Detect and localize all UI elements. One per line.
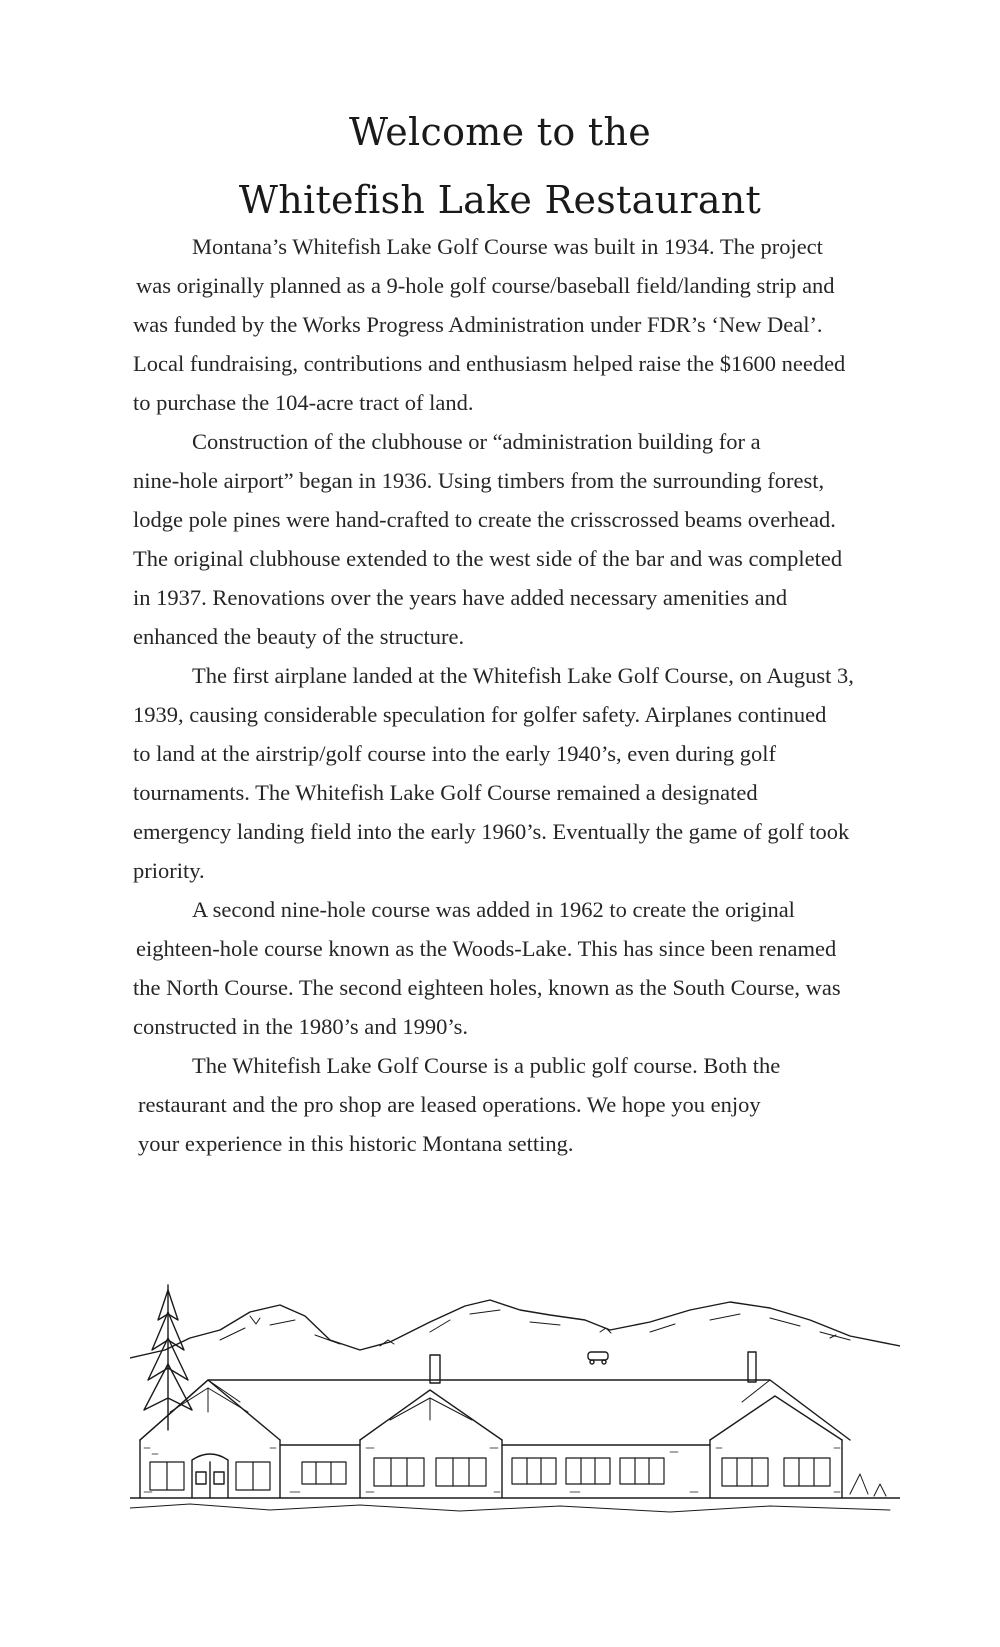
paragraph-4-line: eighteen-hole course known as the Woods-Lake. This has since been renamed <box>136 936 837 961</box>
paragraph-3-line: emergency landing field into the early 1960’s. Eventually the game of golf took <box>133 819 850 844</box>
paragraph-1-line: Montana’s Whitefish Lake Golf Course was built in 1934. The project <box>192 234 823 259</box>
paragraph-1-line: to purchase the 104-acre tract of land. <box>133 390 474 415</box>
right-gable <box>710 1396 842 1440</box>
paragraph-1-line: Local fundraising, contributions and enthusiasm helped raise the $1600 needed <box>133 351 846 376</box>
paragraph-3-line: The first airplane landed at the Whitefish Lake Golf Course, on August 3, <box>192 663 854 688</box>
paragraph-2-line: lodge pole pines were hand-crafted to create the crisscrossed beams overhead. <box>133 507 836 532</box>
paragraph-3-line: priority. <box>133 858 205 883</box>
pine-tree-icon <box>144 1285 192 1430</box>
paragraph-5-line: restaurant and the pro shop are leased operations. We hope you enjoy <box>138 1092 761 1117</box>
mountain-snow-lines <box>220 1310 850 1344</box>
chimney <box>430 1355 440 1383</box>
window <box>150 1458 830 1490</box>
paragraph-1-line: was originally planned as a 9-hole golf course/baseball field/landing strip and <box>136 273 835 298</box>
paragraph-5-line: your experience in this historic Montana setting. <box>138 1131 574 1156</box>
paragraph-2-line: Construction of the clubhouse or “administration building for a <box>192 429 761 454</box>
paragraph-4-line: the North Course. The second eighteen holes, known as the South Course, was <box>133 975 841 1000</box>
snow-ground <box>130 1504 890 1512</box>
chimney <box>748 1352 756 1382</box>
entrance-door <box>192 1454 228 1498</box>
clubhouse-sketch <box>130 1280 900 1525</box>
paragraph-1-line: was funded by the Works Progress Administration under FDR’s ‘New Deal’. <box>133 312 823 337</box>
paragraph-4-line: A second nine-hole course was added in 1962 to create the original <box>192 897 795 922</box>
mountain-ridge <box>130 1300 900 1358</box>
page-title-line-2: Whitefish Lake Restaurant <box>238 178 762 222</box>
paragraph-3-line: to land at the airstrip/golf course into the early 1940’s, even during golf <box>133 741 776 766</box>
mountain-shading <box>250 1316 836 1346</box>
car-icon <box>588 1352 608 1360</box>
paragraph-3-line: 1939, causing considerable speculation for golfer safety. Airplanes continued <box>133 702 827 727</box>
clubhouse-roof <box>140 1380 850 1440</box>
paragraph-2-line: enhanced the beauty of the structure. <box>133 624 465 649</box>
paragraph-5-line: The Whitefish Lake Golf Course is a public golf course. Both the <box>192 1053 781 1078</box>
page-title-line-1: Welcome to the <box>348 110 652 154</box>
paragraph-4-line: constructed in the 1980’s and 1990’s. <box>133 1014 468 1039</box>
paragraph-2-line: The original clubhouse extended to the west side of the bar and was completed <box>133 546 843 571</box>
center-gable <box>360 1390 502 1440</box>
paragraph-2-line: in 1937. Renovations over the years have added necessary amenities and <box>133 585 788 610</box>
paragraph-3-line: tournaments. The Whitefish Lake Golf Course remained a designated <box>133 780 758 805</box>
paragraph-2-line: nine-hole airport” began in 1936. Using timbers from the surrounding forest, <box>133 468 825 493</box>
